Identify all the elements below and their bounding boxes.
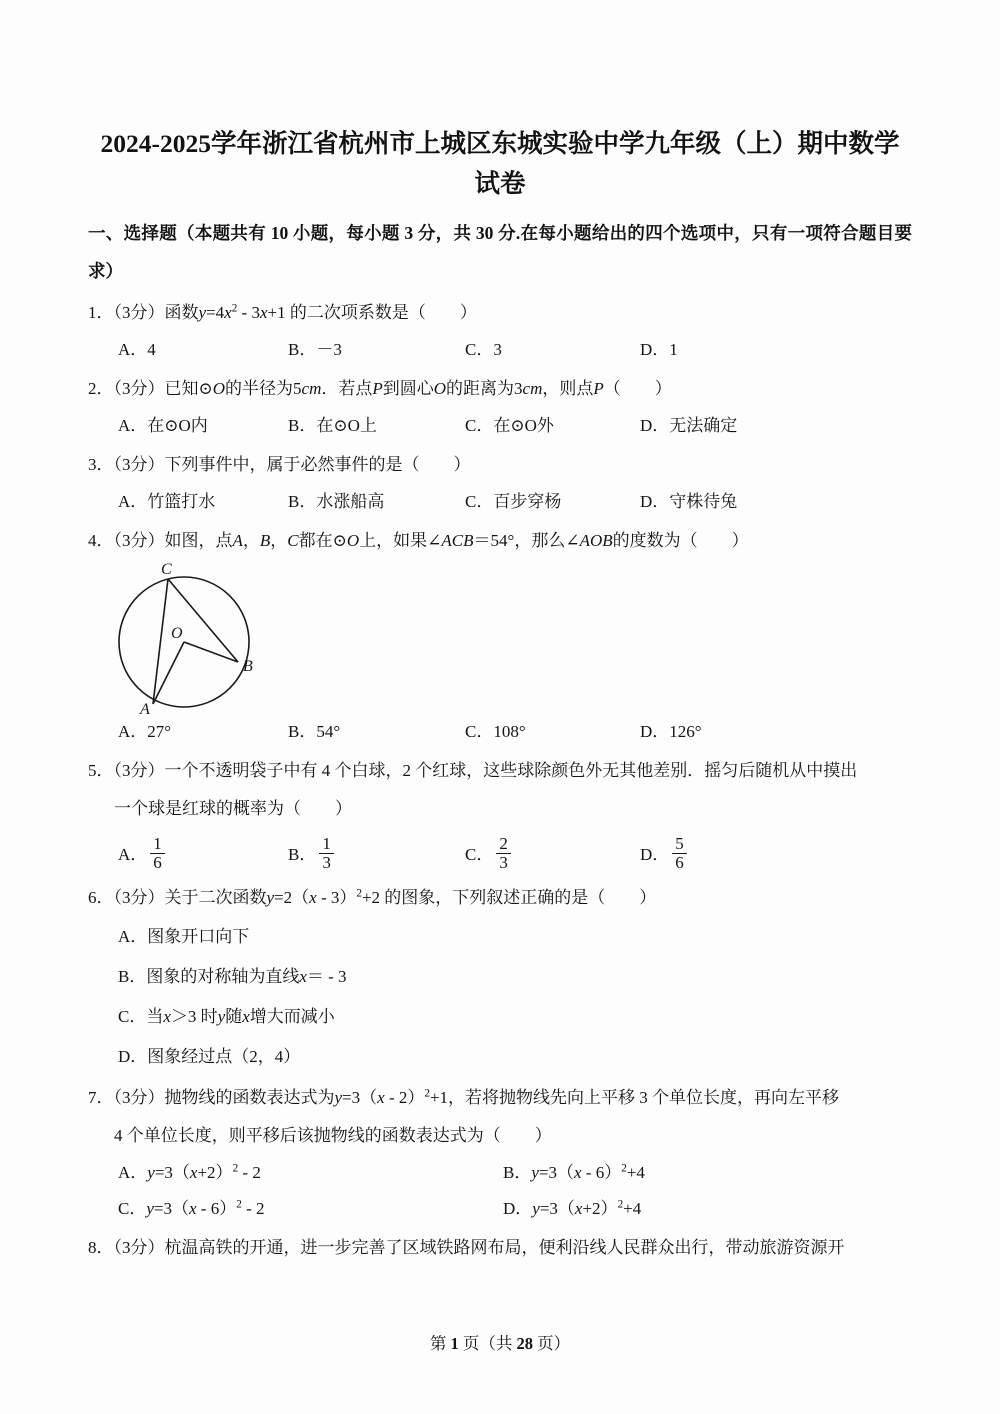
question-4 <box>88 522 912 750</box>
fraction-c <box>496 835 511 872</box>
question-7-number: 7． <box>88 1087 114 1107</box>
fraction-b-denominator: 3 <box>319 853 334 872</box>
question-6-options <box>88 917 912 1077</box>
question-2-option-c[interactable]: C．在⊙O外 <box>465 416 554 435</box>
question-6-stem: 6．（3分）关于二次函数y=2（x - 3）$^2$+2 的图象，下列叙述正确的是（ ） <box>88 887 657 907</box>
footer-prefix: 第 <box>429 1334 447 1353</box>
fraction-c-numerator: 2 <box>499 834 508 853</box>
question-5 <box>88 752 912 877</box>
question-5-option-a[interactable] <box>118 834 288 871</box>
label-point-a: A <box>140 701 150 714</box>
question-7 <box>88 1079 912 1227</box>
question-3 <box>88 446 912 520</box>
question-6-number: 6． <box>88 887 114 907</box>
question-4-figure <box>88 562 912 714</box>
question-1-number: 1． <box>88 303 114 322</box>
label-point-c: C <box>161 562 172 578</box>
question-3-option-b[interactable]: B．水涨船高 <box>288 492 385 511</box>
question-4-option-c[interactable]: C．108° <box>465 722 526 741</box>
question-2-marks: （3分） <box>113 379 165 398</box>
fraction-a-denominator: 6 <box>150 853 165 872</box>
question-5-option-c-label: C． <box>465 844 494 864</box>
footer-page-number: 1 <box>450 1334 459 1353</box>
question-6-option-a[interactable]: A．图象开口向下 <box>118 926 250 946</box>
question-5-stem-line1: 5．（3分）一个不透明袋子中有 4 个白球，2 个红球，这些球除颜色外无其他差别．摇匀后随机从中摸出 <box>88 761 858 780</box>
question-1-option-c[interactable]: C．3 <box>465 340 502 359</box>
question-5-option-d[interactable] <box>640 834 687 871</box>
question-2-number: 2． <box>88 379 114 398</box>
question-5-option-b-label: B． <box>288 844 317 864</box>
fraction-a <box>150 835 165 872</box>
question-7-options-row2 <box>88 1191 912 1227</box>
radius-oa <box>153 642 184 704</box>
question-7-stem: 7．（3分）抛物线的函数表达式为y=3（x - 2）$^2$+1，若将抛物线先向上平移 3 个单位长度，再向左平移 4 个单位长度，则平移后该抛物线的函数表达式为（ ） <box>88 1079 912 1155</box>
question-6-option-d[interactable]: D．图象经过点（2，4） <box>118 1046 301 1066</box>
footer-suffix: 页） <box>537 1334 571 1353</box>
fraction-d-denominator: 6 <box>672 853 687 872</box>
question-6-option-b[interactable]: B．图象的对称轴为直线x＝ - 3 <box>118 966 347 986</box>
question-4-options <box>88 714 912 750</box>
question-3-option-c[interactable]: C．百步穿杨 <box>465 492 562 511</box>
question-7-option-c[interactable]: C．y=3（x - 6）$^2$ - 2 <box>118 1198 265 1218</box>
question-2-stem: 2．（3分）已知⊙O的半径为5cm．若点P到圆心O的距离为3cm，则点P（ ） <box>88 379 672 398</box>
question-7-option-a[interactable]: A．$y=3(x+2)^2 - 2$ <box>118 1162 261 1182</box>
footer-middle: 页（共 <box>462 1334 513 1353</box>
fraction-a-numerator: 1 <box>153 834 162 853</box>
question-1-option-d[interactable]: D．1 <box>640 340 678 359</box>
question-4-option-b[interactable]: B．54° <box>288 722 341 741</box>
question-8 <box>88 1229 912 1267</box>
question-4-option-d[interactable]: D．126° <box>640 722 702 741</box>
question-1-option-a[interactable]: A．4 <box>118 340 156 359</box>
fraction-b-numerator: 1 <box>322 834 331 853</box>
question-2-option-b[interactable]: B．在⊙O上 <box>288 416 377 435</box>
question-5-stem-line2: 一个球是红球的概率为（ ） <box>114 799 352 818</box>
question-1-marks: （3分） <box>113 303 165 322</box>
question-7-stem-line2: 4 个单位长度，则平移后该抛物线的函数表达式为（ ） <box>114 1125 552 1145</box>
question-1-stem: 1．（3分）函数$y=4x^2 - 3x+1$ 的二次项系数是（ ） <box>88 302 477 322</box>
fraction-d <box>672 835 687 872</box>
chord-ca <box>153 579 168 704</box>
question-7-option-d[interactable]: D．$y=3(x+2)^2+4$ <box>503 1198 642 1218</box>
question-4-stem: 4．（3分）如图，点A，B，C都在⊙O上，如果∠ACB＝54°，那么∠AOB的度数为（ ） <box>88 531 749 550</box>
question-1 <box>88 294 912 368</box>
question-5-option-b[interactable] <box>288 834 465 871</box>
circle-diagram <box>116 562 266 714</box>
label-point-o: O <box>171 625 183 642</box>
question-5-stem <box>88 752 912 828</box>
question-2 <box>88 370 912 444</box>
question-5-options <box>88 828 912 877</box>
question-3-stem: 3．（3分）下列事件中，属于必然事件的是（ ） <box>88 455 471 474</box>
page-title: 2024-2025学年浙江省杭州市上城区东城实验中学九年级（上）期中数学试卷 <box>100 129 900 198</box>
question-7-options-row1 <box>88 1155 912 1191</box>
fraction-c-denominator: 3 <box>496 853 511 872</box>
question-2-options <box>88 408 912 444</box>
question-5-option-d-label: D． <box>640 844 670 864</box>
section-heading-multiple-choice: 一、选择题（本题共有 10 小题，每小题 3 分，共 30 分.在每小题给出的四个选项中，只有一项符合题目要求） <box>88 223 912 281</box>
question-3-option-a[interactable]: A．竹篮打水 <box>118 492 216 511</box>
question-6-option-c[interactable]: C．当x＞3 时y随x增大而减小 <box>118 1006 335 1026</box>
question-6 <box>88 879 912 1077</box>
question-7-marks: （3分） <box>113 1087 165 1107</box>
question-3-option-d[interactable]: D．守株待兔 <box>640 492 738 511</box>
question-1-options <box>88 332 912 368</box>
question-1-option-b[interactable]: B．－3 <box>288 340 342 359</box>
question-5-option-c[interactable] <box>465 834 640 871</box>
question-4-marks: （3分） <box>113 531 165 550</box>
page-footer <box>0 1330 1000 1354</box>
question-8-stem: 8．（3分）杭温高铁的开通，进一步完善了区域铁路网布局，便利沿线人民群众出行，带动旅游资源开 <box>88 1237 845 1257</box>
question-7-option-b[interactable]: B．y=3（x - 6）$^2$+4 <box>503 1162 645 1182</box>
page-content <box>88 124 912 1269</box>
label-point-b: B <box>243 658 253 675</box>
question-6-marks: （3分） <box>113 887 165 907</box>
question-5-option-a-label: A． <box>118 844 148 864</box>
fraction-b <box>319 835 334 872</box>
footer-total-pages: 28 <box>516 1334 533 1353</box>
question-2-option-a[interactable]: A．在⊙O内 <box>118 416 208 435</box>
question-4-option-a[interactable]: A．27° <box>118 722 172 741</box>
question-4-number: 4． <box>88 531 114 550</box>
fraction-d-numerator: 5 <box>675 834 684 853</box>
question-2-option-d[interactable]: D．无法确定 <box>640 416 738 435</box>
question-3-options <box>88 484 912 520</box>
